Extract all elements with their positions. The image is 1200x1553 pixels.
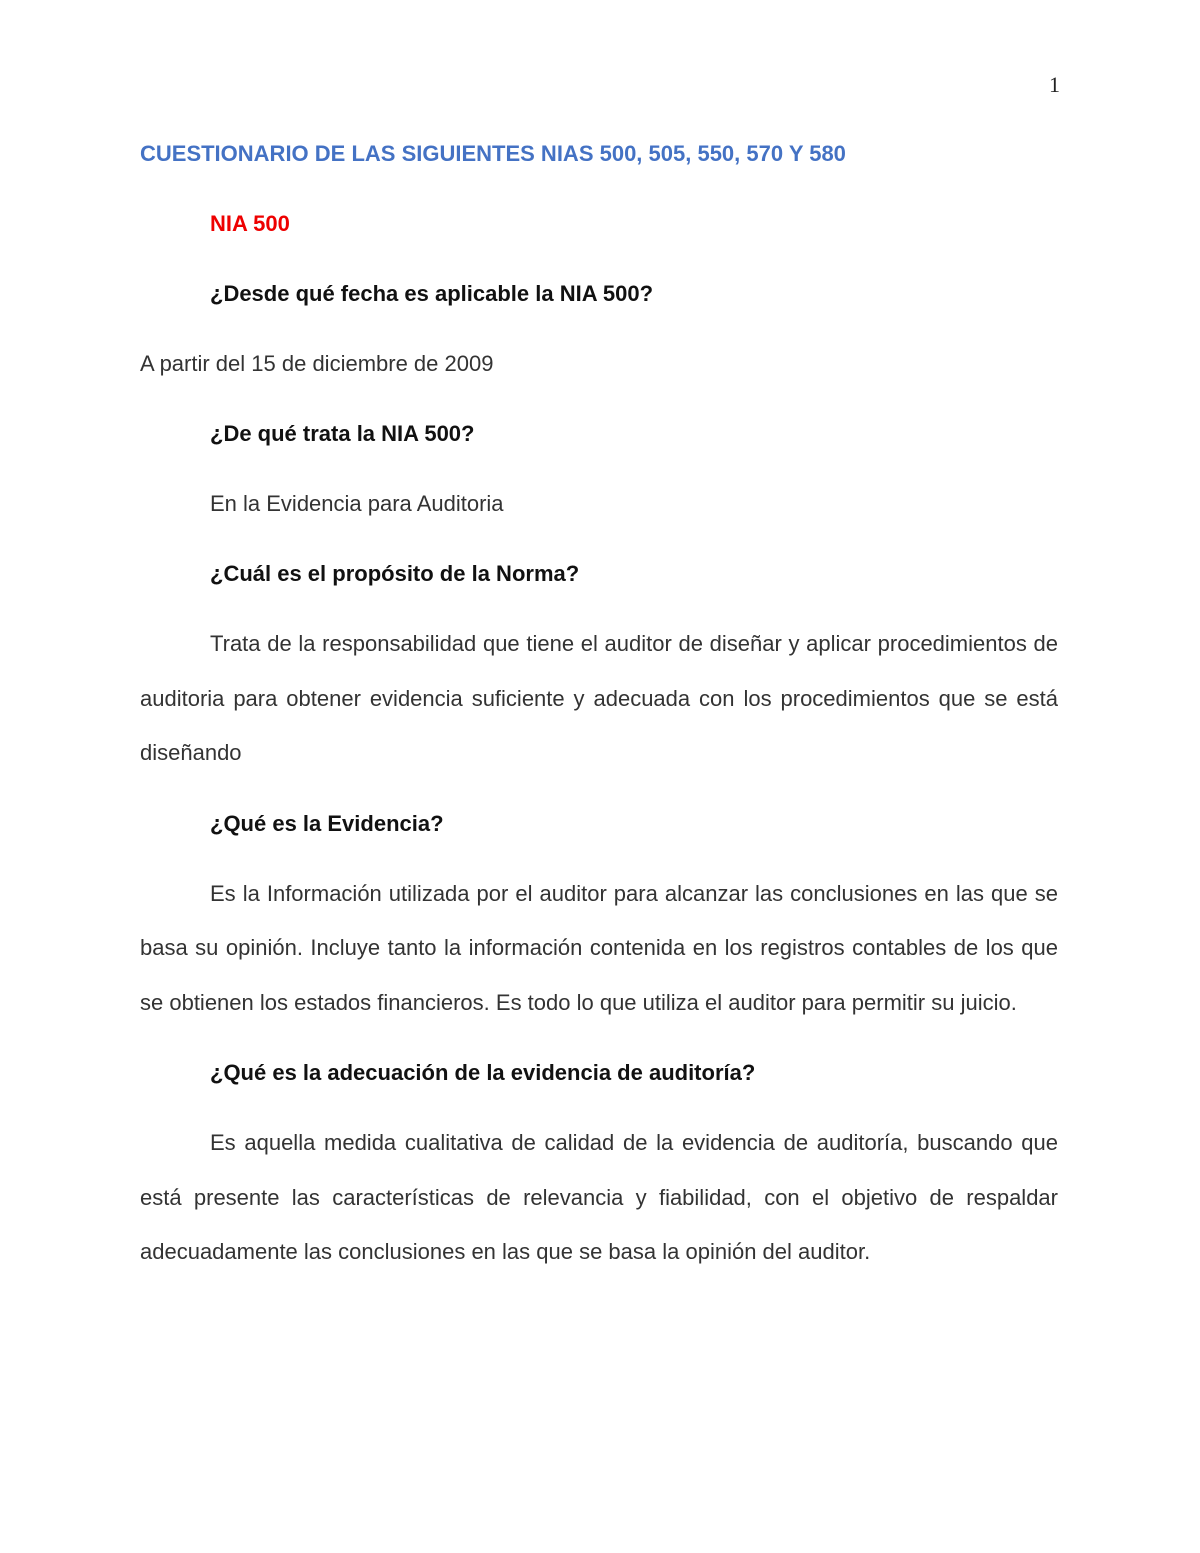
answer-3: Trata de la responsabilidad que tiene el auditor de diseñar y aplicar procedimientos de auditoria para obtener evidencia suficiente y adecuada con los procedimientos que se está diseñando <box>140 631 1058 765</box>
answer-5: Es aquella medida cualitativa de calidad de la evidencia de auditoría, buscando que está presente las características de relevancia y fiabilidad, con el objetivo de respaldar adecuadamente las conclusiones en las que se basa la opinión del auditor. <box>140 1130 1058 1264</box>
document-body <box>140 138 1058 1307</box>
document-title: CUESTIONARIO DE LAS SIGUIENTES NIAS 500, 505, 550, 570 Y 580 <box>140 141 846 166</box>
question-2: ¿De qué trata la NIA 500? <box>210 421 475 446</box>
question-4: ¿Qué es la Evidencia? <box>210 810 444 836</box>
answer-2: En la Evidencia para Auditoria <box>210 491 504 516</box>
question-3: ¿Cuál es el propósito de la Norma? <box>210 561 580 586</box>
section-heading: NIA 500 <box>210 211 290 236</box>
page-number: 1 <box>1049 72 1060 97</box>
answer-4: Es la Información utilizada por el auditor para alcanzar las conclusiones en las que se basa su opinión. Incluye tanto la información contenida en los registros contables de los que se obtienen los estados financieros. Es todo lo que utiliza el auditor para permitir su juicio. <box>140 880 1058 1015</box>
question-5: ¿Qué es la adecuación de la evidencia de auditoría? <box>210 1060 756 1085</box>
answer-1: A partir del 15 de diciembre de 2009 <box>140 351 494 376</box>
question-1: ¿Desde qué fecha es aplicable la NIA 500? <box>210 281 654 306</box>
